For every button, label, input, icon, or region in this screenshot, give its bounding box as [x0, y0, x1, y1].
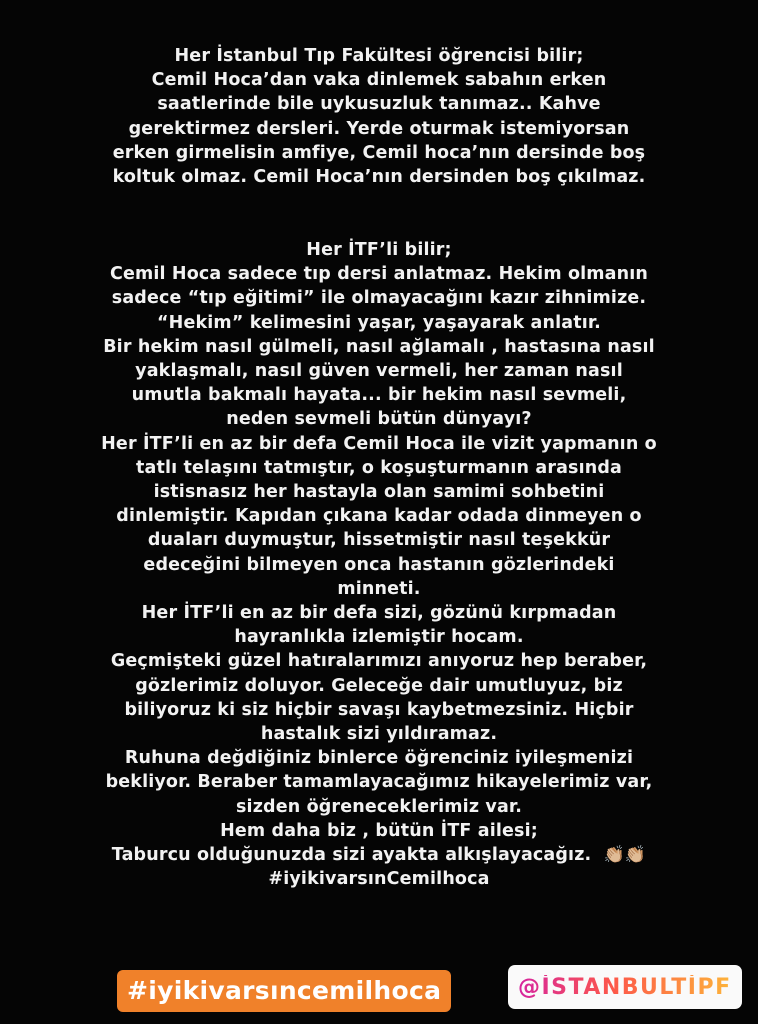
hashtag-sticker[interactable] — [117, 970, 451, 1012]
text-line: Ruhuna değdiğiniz binlerce öğrenciniz iyileşmenizi — [124, 748, 634, 769]
text-line: duaları duymuştur, hissetmiştir nasıl teşekkür — [147, 530, 611, 551]
text-line: Her İTF’li bilir; — [306, 240, 452, 260]
final-sentence: Taburcu olduğunuzda sizi ayakta alkışlayacağız. — [111, 845, 592, 866]
text-line: dinlemiştir. Kapıdan çıkana kadar odada dinmeyen o — [116, 506, 642, 527]
story-text-paragraph-1 — [40, 44, 718, 189]
text-line: tatlı telaşını tatmıştır, o koşuşturmanın arasında — [135, 457, 623, 478]
text-line: sizden öğreneceklerimiz var. — [235, 796, 522, 817]
text-line: Cemil Hoca sadece tıp dersi anlatmaz. Hekim olmanın — [110, 264, 648, 285]
text-line: saatlerinde bile uykusuzluk tanımaz.. Kahve — [157, 94, 601, 115]
text-line: koltuk olmaz. Cemil Hoca’nın dersinden boş çıkılmaz. — [112, 167, 646, 188]
mention-sticker-label: @İSTANBULTİPF — [518, 974, 732, 1000]
text-line: edeceğini bilmeyen onca hastanın gözlerindeki — [143, 554, 615, 575]
hashtag-sticker-label: #iyikivarsıncemilhoca — [127, 976, 442, 1005]
text-line: Her İstanbul Tıp Fakültesi öğrencisi bilir; — [174, 46, 584, 66]
text-line: Her İTF’li en az bir defa sizi, gözünü kırpmadan — [141, 603, 617, 624]
text-line: hayranlıkla izlemiştir hocam. — [234, 627, 524, 648]
text-line: Cemil Hoca’dan vaka dinlemek sabahın erken — [151, 70, 607, 91]
text-line: yaklaşmalı, nasıl güven vermeli, her zaman nasıl — [135, 361, 623, 382]
text-line: gözlerimiz doluyor. Geleceğe dair umutluyuz, biz — [135, 675, 623, 696]
text-line: umutla bakmalı hayata... bir hekim nasıl sevmeli, — [131, 385, 627, 406]
text-line: bekliyor. Beraber tamamlayacağımız hikayelerimiz var, — [105, 772, 653, 793]
text-line: biliyoruz ki siz hiçbir savaşı kaybetmezsiniz. Hiçbir — [124, 699, 634, 720]
text-line: gerektirmez dersleri. Yerde oturmak istemiyorsan — [128, 118, 630, 139]
story-hashtag-text[interactable]: #iyikivarsınCemilhoca — [268, 869, 490, 890]
text-line: sadece “tıp eğitimi” ile olmayacağını kazır zihnimize. — [111, 288, 647, 309]
text-line: minneti. — [337, 578, 421, 599]
text-line: Hem daha biz , bütün İTF ailesi; — [220, 820, 538, 841]
text-line: Geçmişteki güzel hatıralarımızı anıyoruz hep beraber, — [110, 651, 648, 672]
story-text-paragraph-2 — [40, 238, 718, 892]
text-line: “Hekim” kelimesini yaşar, yaşayarak anlatır. — [157, 312, 601, 333]
text-line: Her İTF’li en az bir defa Cemil Hoca ile vizit yapmanın o — [101, 433, 657, 454]
text-line: neden sevmeli bütün dünyayı? — [226, 409, 532, 430]
text-line: hastalık sizi yıldıramaz. — [260, 724, 498, 745]
text-line-final — [40, 843, 718, 867]
mention-sticker[interactable] — [508, 965, 742, 1009]
clapping-hands-icon: 👏🏼👏🏼 — [603, 845, 647, 866]
text-line: erken girmelisin amfiye, Cemil hoca’nın dersinde boş — [112, 142, 646, 163]
text-line: istisnasız her hastayla olan samimi sohbetini — [153, 482, 605, 503]
text-line: Bir hekim nasıl gülmeli, nasıl ağlamalı , hastasına nasıl — [103, 336, 655, 357]
